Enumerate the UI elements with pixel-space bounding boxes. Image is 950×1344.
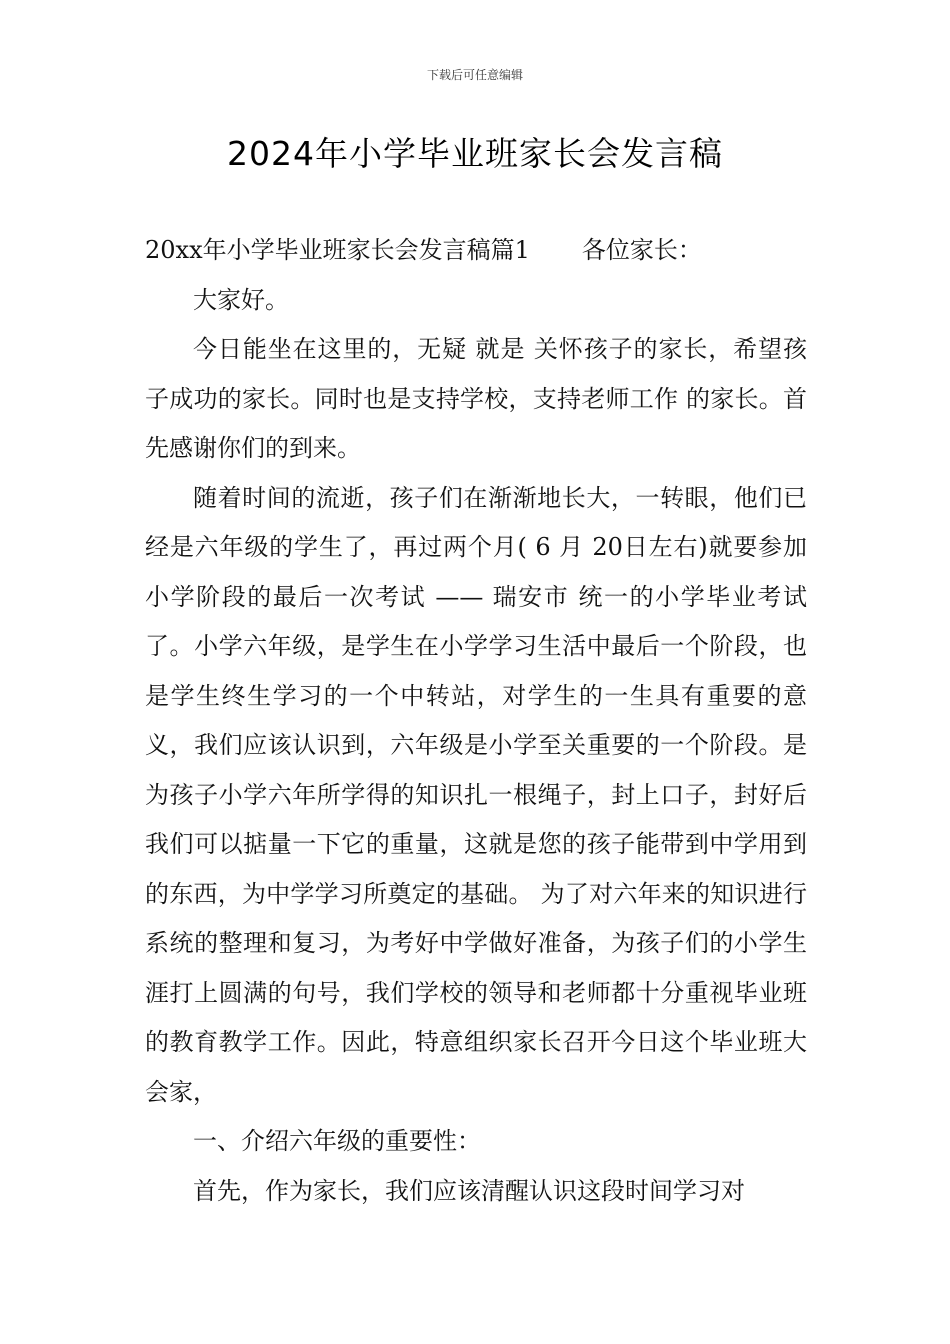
document-body	[145, 226, 807, 1216]
header-note: 下载后可任意编辑	[426, 68, 523, 82]
section-subtitle: 20xx年小学毕业班家长会发言稿篇1	[145, 236, 530, 264]
document-title: 2024年小学毕业班家长会发言稿	[227, 134, 723, 173]
section-heading: 一、介绍六年级的重要性：	[193, 1127, 481, 1155]
paragraph-intro: 今日能坐在这里的，无疑 就是 关怀孩子的家长，希望孩子成功的家长。同时也是支持学校，支持老师工作 的家长。首先感谢你们的到来。	[145, 335, 807, 462]
salutation: 各位家长：	[581, 236, 702, 264]
paragraph-greeting: 大家好。	[193, 285, 289, 314]
subtitle-line	[145, 226, 807, 276]
paragraph-first: 首先，作为家长，我们应该清醒认识这段时间学习对	[193, 1176, 745, 1205]
paragraph-main: 随着时间的流逝，孩子们在渐渐地长大，一转眼，他们已经是六年级的学生了，再过两个月( 6 月 20日左右)就要参加小学阶段的最后一次考试 —— 瑞安市 统一的小学毕业考试了。小学六年级，是学生在小学学习生活中最后一个阶段，也是学生终生学习的一个中转站，对学生的一生具有重要的意义，我们应该认识到，六年级是小学至关重要的一个阶段。是为孩子小学六年所学得的知识扎一根绳子，封上口子，封好后我们可以掂量一下它的重量，这就是您的孩子能带到中学用到的东西，为中学学习所奠定的基础。 为了对六年来的知识进行系统的整理和复习，为考好中学做好准备，为孩子们的小学生涯打上圆满的句号，我们学校的领导和老师都十分重视毕业班的教育教学工作。因此，特意组织家长召开今日这个毕业班大会家，	[145, 483, 807, 1106]
